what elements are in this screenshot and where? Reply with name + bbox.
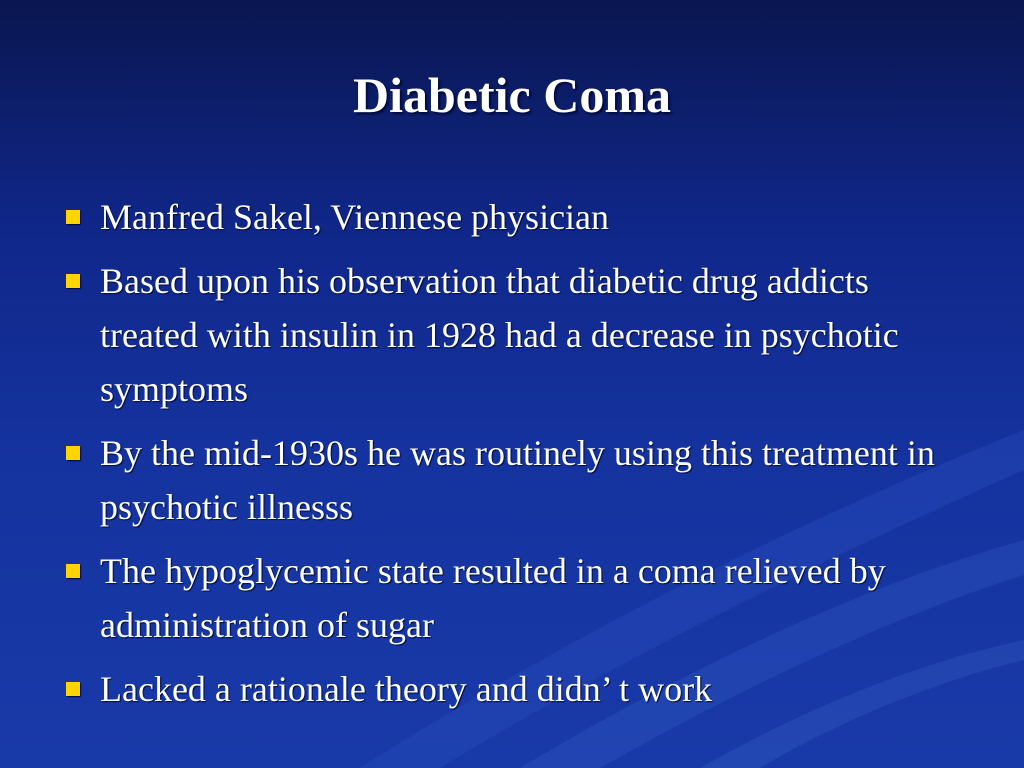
bullet-item — [60, 190, 940, 244]
bullet-text: Manfred Sakel, Viennese physician — [100, 197, 610, 237]
bullet-text: By the mid-1930s he was routinely using this treatment in psychotic illnesss — [100, 433, 935, 527]
square-bullet-icon — [66, 564, 80, 578]
square-bullet-icon — [66, 274, 80, 288]
bullet-list — [60, 190, 940, 726]
bullet-text: Based upon his observation that diabetic drug addicts treated with insulin in 1928 had a decrease in psychotic symptoms — [100, 261, 899, 409]
bullet-text: The hypoglycemic state resulted in a coma relieved by administration of sugar — [100, 551, 886, 645]
square-bullet-icon — [66, 210, 80, 224]
bullet-item — [60, 662, 940, 716]
slide-title: Diabetic Coma — [353, 67, 671, 123]
square-bullet-icon — [66, 446, 80, 460]
bullet-text: Lacked a rationale theory and didn’ t work — [100, 669, 713, 709]
bullet-item — [60, 426, 940, 534]
square-bullet-icon — [66, 682, 80, 696]
bullet-item — [60, 544, 940, 652]
bullet-item — [60, 254, 940, 416]
